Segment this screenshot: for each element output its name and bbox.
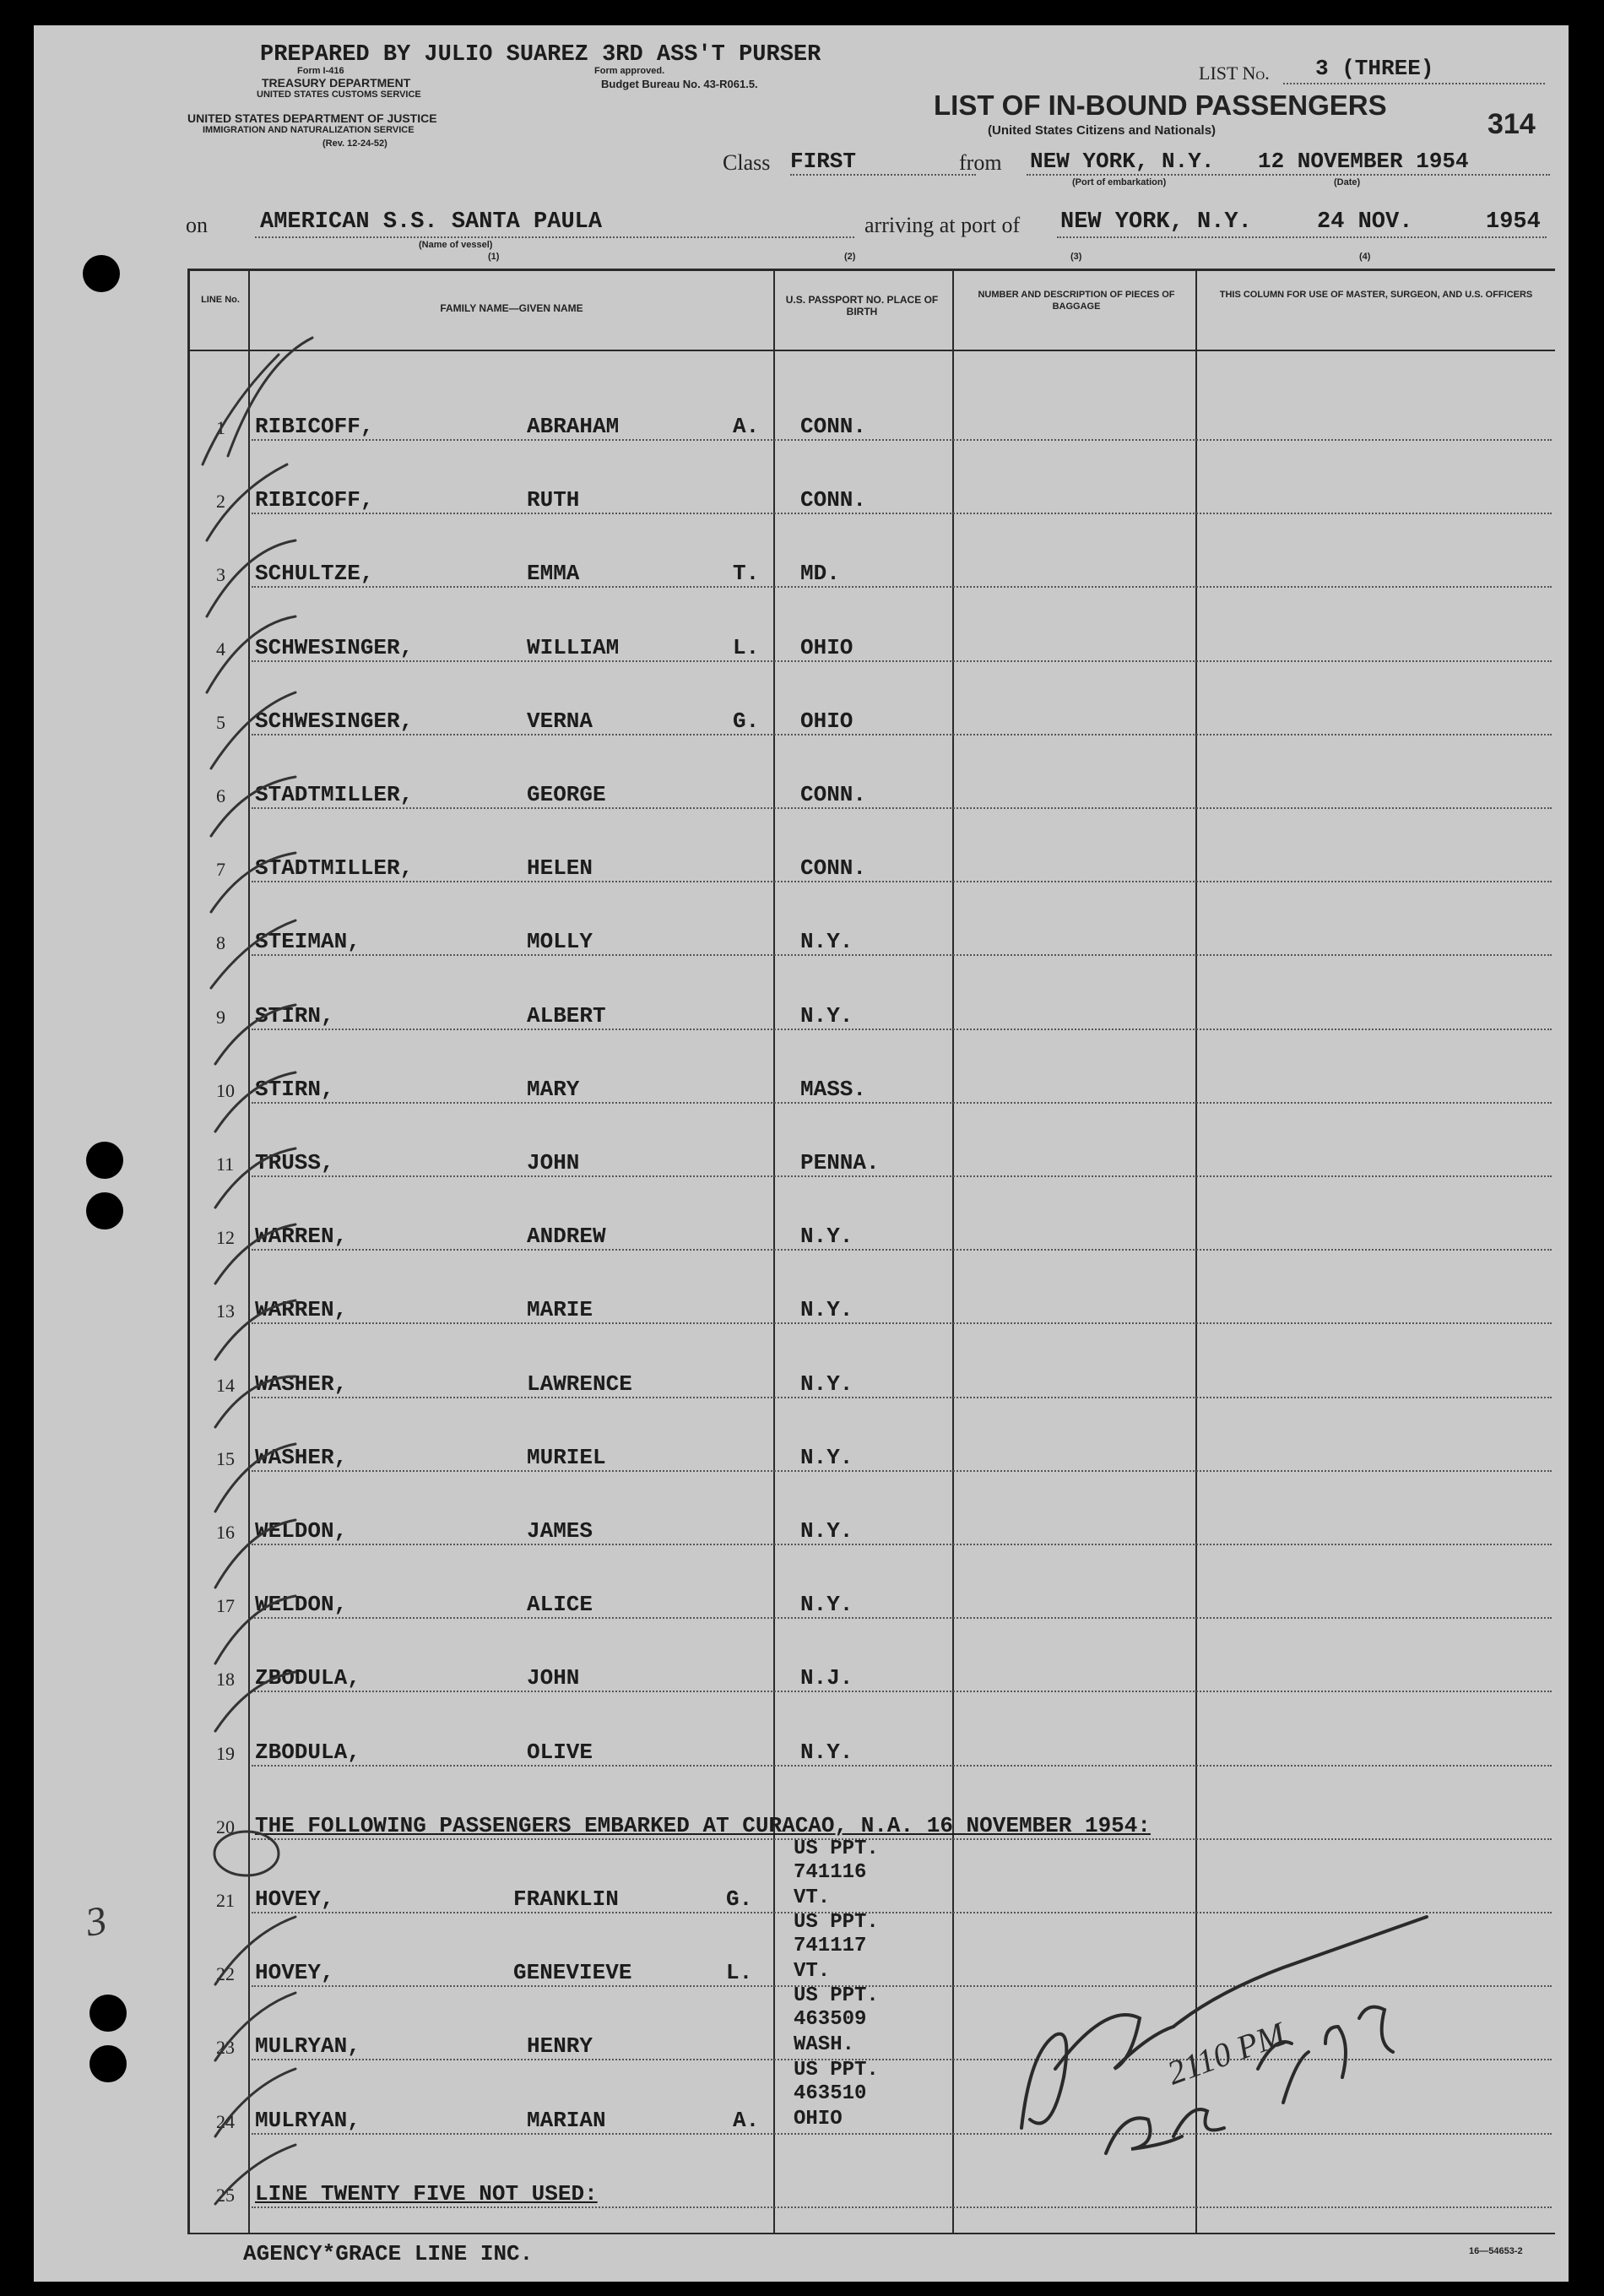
family-name: WASHER, — [255, 1371, 348, 1397]
given-name: WILLIAM — [527, 635, 620, 660]
given-name: JAMES — [527, 1518, 593, 1544]
place-of-birth: CONN. — [800, 782, 867, 807]
family-name: WELDON, — [255, 1518, 348, 1544]
prepared-by-line: PREPARED BY JULIO SUAREZ 3RD ASS'T PURSER — [260, 42, 821, 68]
given-name: MARY — [527, 1077, 580, 1102]
handwritten-checkmarks — [169, 329, 338, 2238]
page-subtitle: (United States Citizens and Nationals) — [988, 123, 1217, 138]
place-of-birth: N.Y. — [800, 1224, 853, 1249]
line-number: 23 — [216, 2037, 235, 2058]
given-name: RUTH — [527, 487, 580, 513]
given-name: EMMA — [527, 561, 580, 586]
given-name: MURIEL — [527, 1445, 606, 1470]
line-number: 12 — [216, 1227, 235, 1248]
place-of-birth: OHIO — [800, 708, 853, 734]
family-name: STADTMILLER, — [255, 782, 414, 807]
passport-number: US PPT. 741117 — [794, 1911, 879, 1957]
handwritten-time: 2110 PM — [1162, 2014, 1291, 2092]
middle-initial: L. — [726, 1960, 753, 1985]
given-name: ABRAHAM — [527, 414, 620, 439]
line-number: 25 — [216, 2185, 235, 2206]
family-name: STADTMILLER, — [255, 855, 414, 881]
line-number: 15 — [216, 1448, 235, 1469]
table-top-border — [187, 269, 1555, 271]
given-name: GENEVIEVE — [513, 1960, 632, 1985]
line-number: 18 — [216, 1669, 235, 1690]
from-date: 12 NOVEMBER 1954 — [1258, 149, 1469, 174]
col-header-name: FAMILY NAME—GIVEN NAME — [440, 302, 583, 314]
customs-service: UNITED STATES CUSTOMS SERVICE — [257, 90, 421, 100]
middle-initial: L. — [733, 635, 760, 660]
family-name: ZBODULA, — [255, 1665, 360, 1691]
line-number: 21 — [216, 1890, 235, 1911]
given-name: OLIVE — [527, 1740, 593, 1765]
given-name: LAWRENCE — [527, 1371, 632, 1397]
line-number: 24 — [216, 2111, 235, 2132]
place-of-birth: WASH. — [794, 2033, 855, 2056]
family-name: WARREN, — [255, 1297, 348, 1322]
family-name: MULRYAN, — [255, 2108, 360, 2133]
ins-service: IMMIGRATION AND NATURALIZATION SERVICE — [203, 125, 415, 135]
middle-initial: G. — [733, 708, 760, 734]
family-name: WELDON, — [255, 1592, 348, 1617]
place-of-birth: N.Y. — [800, 1445, 853, 1470]
treasury-dept: TREASURY DEPARTMENT — [262, 76, 411, 90]
line-number: 8 — [216, 932, 225, 953]
on-label: on — [186, 213, 208, 237]
from-port: NEW YORK, N.Y. — [1030, 149, 1215, 174]
line-number: 16 — [216, 1522, 235, 1543]
place-of-birth: OHIO — [800, 635, 853, 660]
vessel-caption: (Name of vessel) — [419, 240, 493, 250]
place-of-birth: N.Y. — [800, 1740, 853, 1765]
line-number: 7 — [216, 859, 225, 880]
given-name: JOHN — [527, 1150, 580, 1175]
line-number: 14 — [216, 1375, 235, 1396]
family-name: LINE TWENTY FIVE NOT USED: — [255, 2181, 598, 2206]
place-of-birth: N.J. — [800, 1665, 853, 1691]
middle-initial: A. — [733, 2108, 760, 2133]
vessel-name: AMERICAN S.S. SANTA PAULA — [260, 209, 603, 235]
line-number: 17 — [216, 1595, 235, 1616]
place-of-birth: N.Y. — [800, 1297, 853, 1322]
passport-number: US PPT. 463510 — [794, 2059, 879, 2105]
place-of-birth: CONN. — [800, 855, 867, 881]
family-name: STIRN, — [255, 1003, 334, 1029]
class-value: FIRST — [790, 149, 857, 174]
given-name: HENRY — [527, 2033, 593, 2059]
line-number: 9 — [216, 1007, 225, 1028]
given-name: GEORGE — [527, 782, 606, 807]
given-name: JOHN — [527, 1665, 580, 1691]
place-of-birth: CONN. — [800, 414, 867, 439]
manifest-page — [34, 25, 1569, 2282]
line-number: 6 — [216, 785, 225, 806]
family-name: THE FOLLOWING PASSENGERS EMBARKED AT CURACAO, N.A. 16 NOVEMBER 1954: — [255, 1813, 1151, 1838]
passport-number: US PPT. 741116 — [794, 1837, 879, 1884]
middle-initial: A. — [733, 414, 760, 439]
print-code: 16—54653-2 — [1469, 2246, 1523, 2256]
col-header-line: LINE No. — [201, 295, 240, 305]
family-name: MULRYAN, — [255, 2033, 360, 2059]
family-name: SCHWESINGER, — [255, 708, 414, 734]
page-number: 314 — [1487, 108, 1536, 140]
col-number-2: (2) — [844, 252, 856, 262]
header-bottom-border — [187, 350, 1555, 351]
place-of-birth: CONN. — [800, 487, 867, 513]
family-name: WARREN, — [255, 1224, 348, 1249]
family-name: STIRN, — [255, 1077, 334, 1102]
place-of-birth: N.Y. — [800, 1371, 853, 1397]
punch-hole — [83, 255, 120, 292]
line-number: 20 — [216, 1816, 235, 1837]
place-of-birth: N.Y. — [800, 1003, 853, 1029]
col-number-3: (3) — [1070, 252, 1082, 262]
page-title: LIST OF IN-BOUND PASSENGERS — [934, 90, 1387, 121]
table-bottom-border — [187, 2233, 1555, 2234]
form-number: Form I-416 — [297, 66, 344, 76]
family-name: TRUSS, — [255, 1150, 334, 1175]
col-number-1: (1) — [488, 252, 500, 262]
given-name: ANDREW — [527, 1224, 606, 1249]
given-name: ALICE — [527, 1592, 593, 1617]
date-caption: (Date) — [1334, 177, 1361, 187]
middle-initial: G. — [726, 1886, 753, 1912]
given-name: VERNA — [527, 708, 593, 734]
col-number-4: (4) — [1359, 252, 1371, 262]
given-name: ALBERT — [527, 1003, 606, 1029]
given-name: MARIAN — [527, 2108, 606, 2133]
line-number: 13 — [216, 1300, 235, 1322]
place-of-birth: N.Y. — [800, 929, 853, 954]
place-of-birth: OHIO — [794, 2108, 843, 2130]
place-of-birth: MASS. — [800, 1077, 867, 1102]
from-label: from — [959, 150, 1002, 175]
col-header-baggage: NUMBER AND DESCRIPTION OF PIECES OF BAGGAGE — [978, 290, 1175, 312]
family-name: RIBICOFF, — [255, 487, 374, 513]
given-name: HELEN — [527, 855, 593, 881]
place-of-birth: N.Y. — [800, 1592, 853, 1617]
list-no-value: 3 (THREE) — [1315, 56, 1434, 81]
place-of-birth: MD. — [800, 561, 840, 586]
passport-number: US PPT. 463509 — [794, 1984, 879, 2031]
budget-bureau: Budget Bureau No. 43-R061.5. — [601, 78, 758, 90]
given-name: MARIE — [527, 1297, 593, 1322]
family-name: SCHULTZE, — [255, 561, 374, 586]
middle-initial: T. — [733, 561, 760, 586]
line-number: 1 — [216, 417, 225, 438]
margin-note: 3 — [82, 1897, 111, 1946]
line-number: 10 — [216, 1080, 235, 1101]
list-no-label: LIST No. — [1199, 62, 1270, 84]
line-number: 2 — [216, 491, 225, 512]
port-caption: (Port of embarkation) — [1072, 177, 1167, 187]
family-name: ZBODULA, — [255, 1740, 360, 1765]
given-name: MOLLY — [527, 929, 593, 954]
line-number: 22 — [216, 1963, 235, 1984]
place-of-birth: VT. — [794, 1960, 831, 1983]
family-name: HOVEY, — [255, 1886, 334, 1912]
family-name: HOVEY, — [255, 1960, 334, 1985]
family-name: SCHWESINGER, — [255, 635, 414, 660]
family-name: WASHER, — [255, 1445, 348, 1470]
place-of-birth: PENNA. — [800, 1150, 880, 1175]
class-label: Class — [723, 150, 771, 175]
line-number: 11 — [216, 1153, 235, 1175]
arriving-label: arriving at port of — [864, 213, 1021, 237]
place-of-birth: N.Y. — [800, 1518, 853, 1544]
given-name: FRANKLIN — [513, 1886, 619, 1912]
line-number: 19 — [216, 1743, 235, 1764]
arrival-port: NEW YORK, N.Y. — [1060, 209, 1252, 235]
agency: AGENCY*GRACE LINE INC. — [243, 2241, 534, 2266]
arrival-date: 24 NOV. — [1317, 209, 1413, 235]
col-header-passport: U.S. PASSPORT NO. PLACE OF BIRTH — [785, 294, 939, 318]
family-name: RIBICOFF, — [255, 414, 374, 439]
line-number: 3 — [216, 564, 225, 585]
col-header-officers: THIS COLUMN FOR USE OF MASTER, SURGEON, AND U.S. OFFICERS — [1219, 290, 1533, 300]
form-approved: Form approved. — [594, 66, 665, 76]
family-name: STEIMAN, — [255, 929, 360, 954]
line-number: 5 — [216, 712, 225, 733]
arrival-year: 1954 — [1486, 209, 1541, 235]
place-of-birth: VT. — [794, 1886, 831, 1909]
justice-dept: UNITED STATES DEPARTMENT OF JUSTICE — [187, 111, 437, 125]
revision: (Rev. 12-24-52) — [322, 138, 387, 149]
line-number: 4 — [216, 638, 225, 659]
